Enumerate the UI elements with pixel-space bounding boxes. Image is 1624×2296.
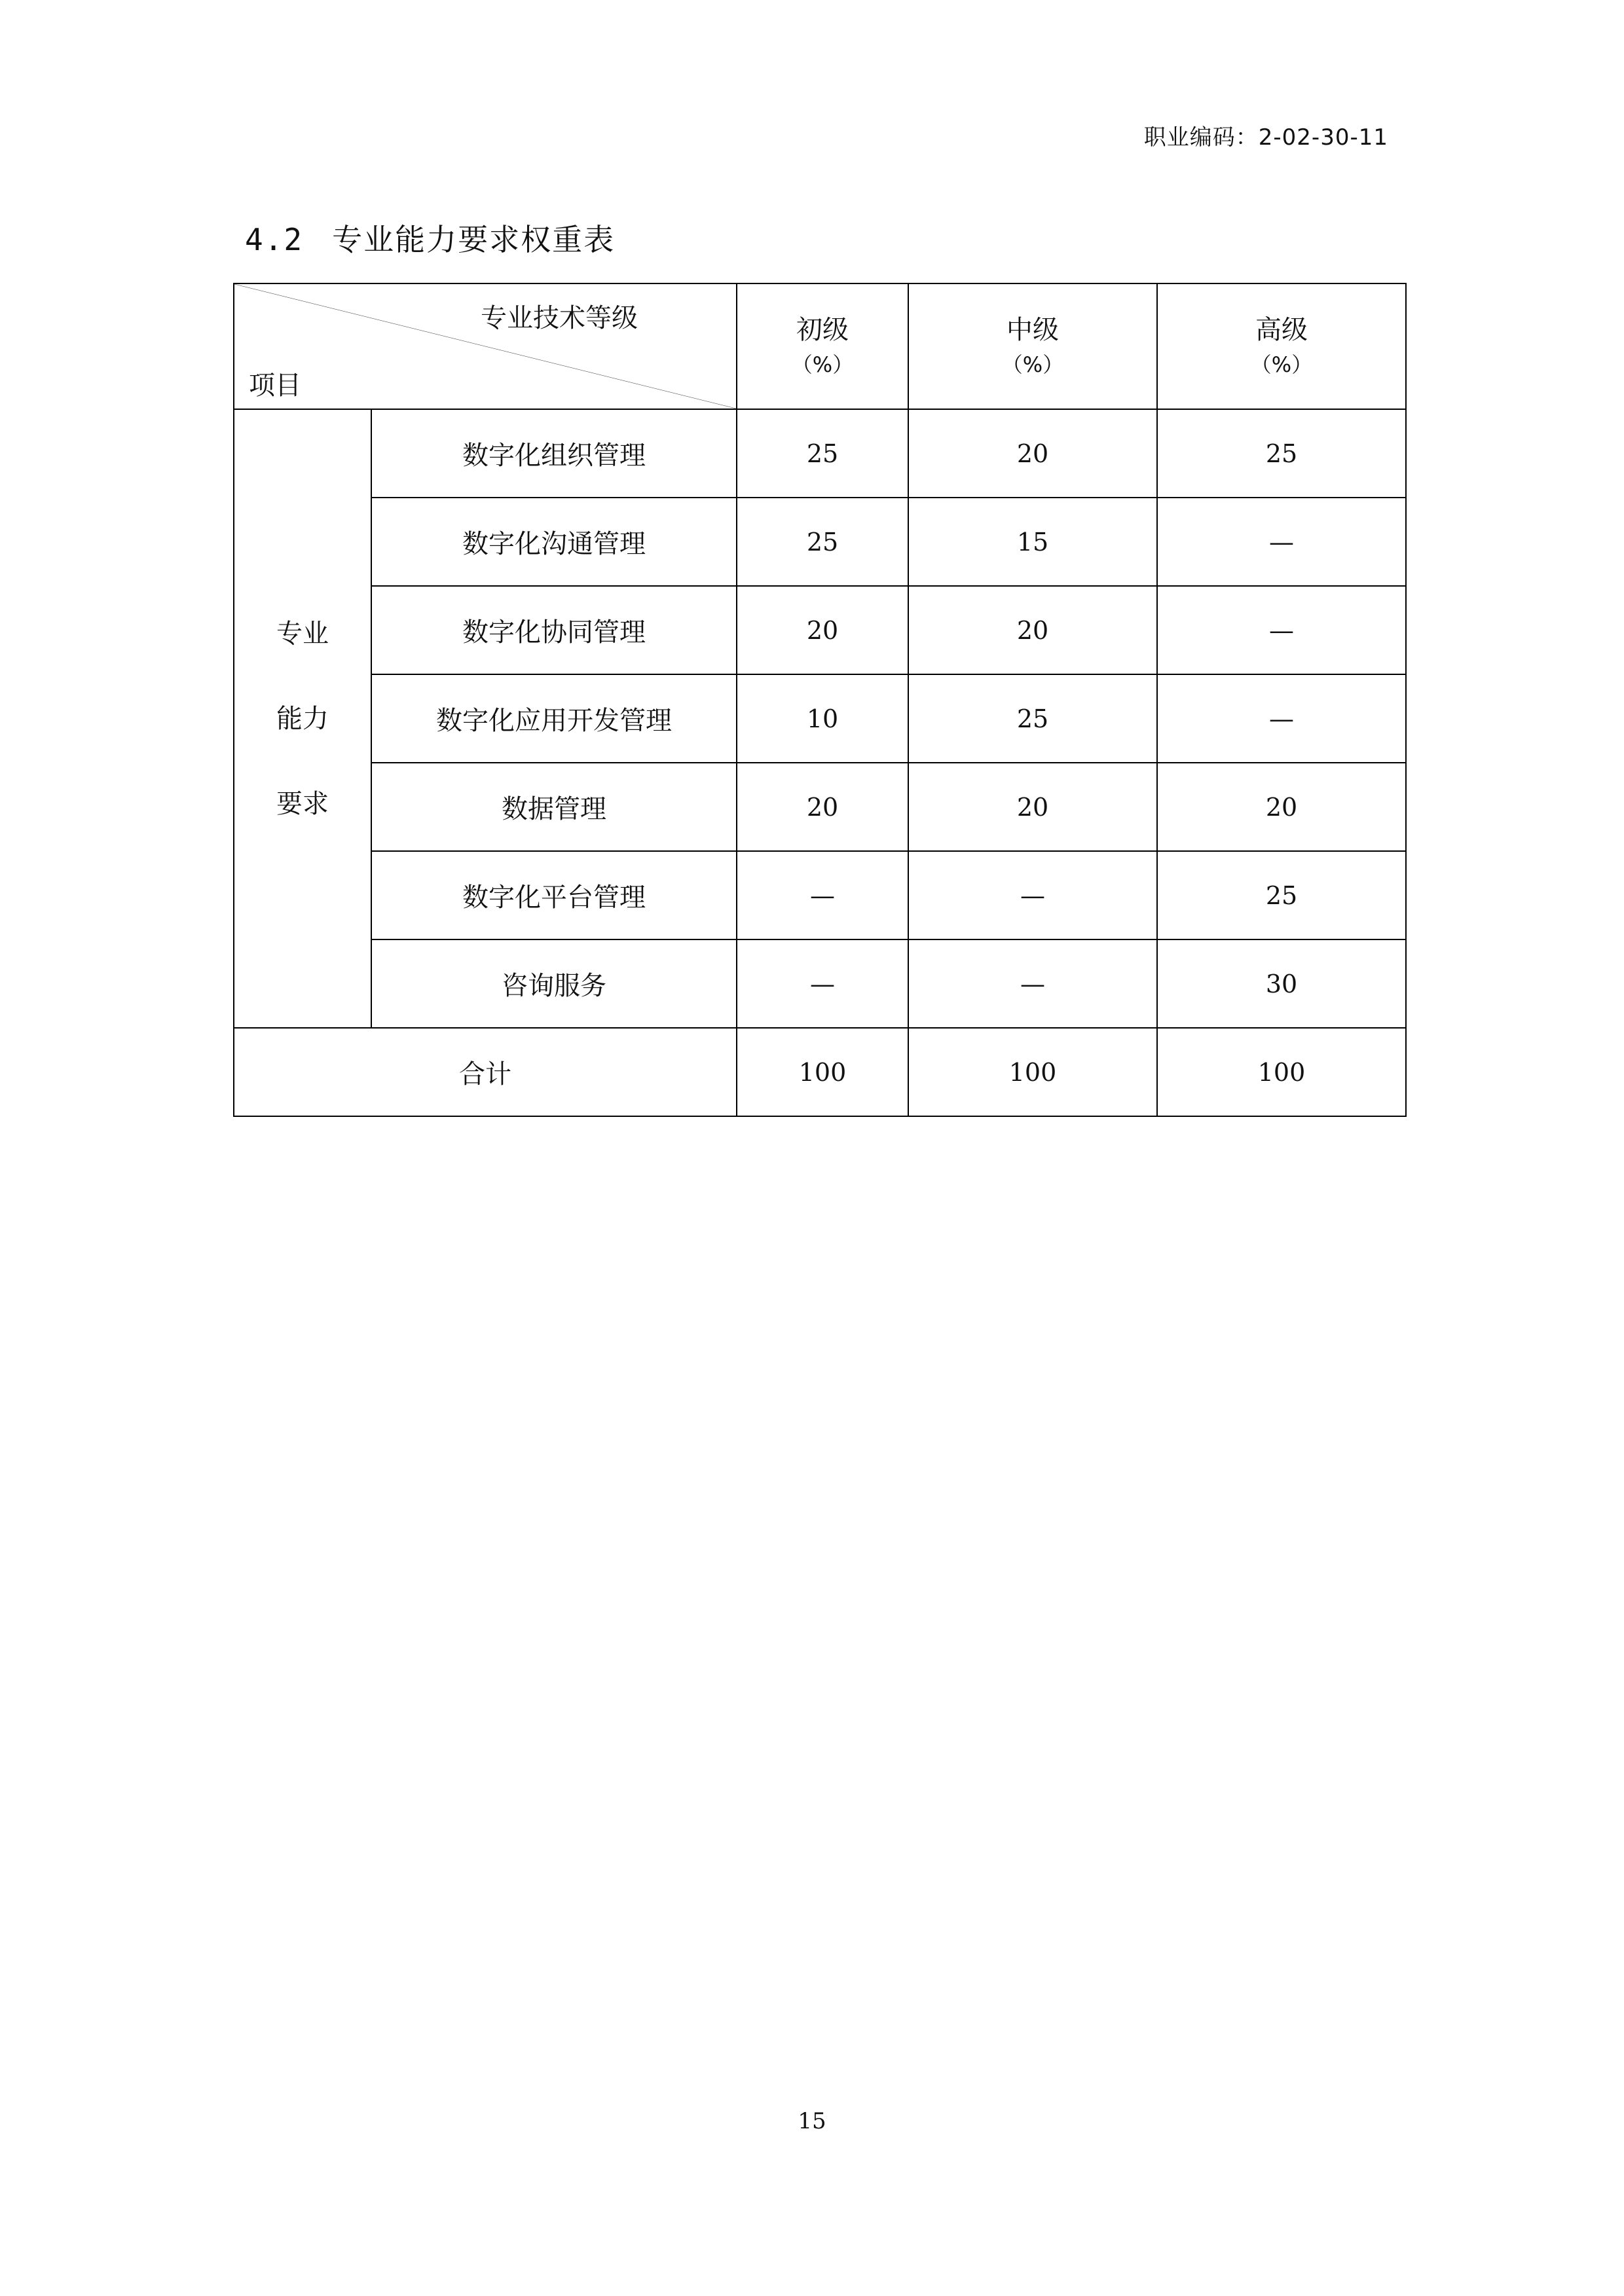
occupation-code: 职业编码：2-02-30-11 xyxy=(1143,124,1388,151)
value-senior: — xyxy=(1157,498,1406,586)
level-header-junior xyxy=(737,283,908,409)
level-unit: （%） xyxy=(1001,352,1064,377)
page-number: 15 xyxy=(798,2108,826,2134)
item-name: 数字化平台管理 xyxy=(371,851,737,939)
table-row xyxy=(234,763,1406,851)
group-label-line: 专业 xyxy=(276,618,329,649)
value-senior: 20 xyxy=(1157,763,1406,851)
value-senior: — xyxy=(1157,586,1406,674)
level-header-intermediate xyxy=(908,283,1157,409)
table-row xyxy=(234,409,1406,498)
section-number: 4.2 xyxy=(245,222,304,257)
value-senior: — xyxy=(1157,674,1406,763)
value-senior: 30 xyxy=(1157,939,1406,1028)
table-row xyxy=(234,498,1406,586)
item-axis-label: 项目 xyxy=(249,371,301,401)
table-row xyxy=(234,674,1406,763)
total-senior: 100 xyxy=(1157,1028,1406,1116)
level-header-senior xyxy=(1157,283,1406,409)
total-intermediate: 100 xyxy=(908,1028,1157,1116)
item-name: 数字化应用开发管理 xyxy=(371,674,737,763)
item-name: 数字化协同管理 xyxy=(371,586,737,674)
level-name: 中级 xyxy=(1006,315,1059,345)
value-junior: 20 xyxy=(737,586,908,674)
corner-header-cell xyxy=(234,283,737,409)
value-senior: 25 xyxy=(1157,851,1406,939)
level-name: 高级 xyxy=(1255,315,1308,345)
value-junior: 25 xyxy=(737,409,908,498)
table-row xyxy=(234,851,1406,939)
grade-axis-label: 专业技术等级 xyxy=(481,303,638,333)
section-title: 专业能力要求权重表 xyxy=(332,222,616,257)
level-name: 初级 xyxy=(796,315,849,345)
group-label-line: 要求 xyxy=(276,788,329,819)
value-intermediate: 20 xyxy=(908,409,1157,498)
weight-table xyxy=(233,283,1407,1117)
value-intermediate: — xyxy=(908,939,1157,1028)
value-intermediate: 20 xyxy=(908,586,1157,674)
item-name: 数据管理 xyxy=(371,763,737,851)
level-unit: （%） xyxy=(791,352,854,377)
total-label: 合计 xyxy=(234,1028,737,1116)
value-junior: 25 xyxy=(737,498,908,586)
item-name: 咨询服务 xyxy=(371,939,737,1028)
value-intermediate: 15 xyxy=(908,498,1157,586)
value-senior: 25 xyxy=(1157,409,1406,498)
total-row xyxy=(234,1028,1406,1116)
item-name: 数字化沟通管理 xyxy=(371,498,737,586)
value-intermediate: 25 xyxy=(908,674,1157,763)
group-label-cell xyxy=(234,409,371,1028)
value-junior: 20 xyxy=(737,763,908,851)
table-row xyxy=(234,586,1406,674)
total-junior: 100 xyxy=(737,1028,908,1116)
value-junior: — xyxy=(737,939,908,1028)
value-junior: — xyxy=(737,851,908,939)
level-unit: （%） xyxy=(1250,352,1313,377)
table-row xyxy=(234,939,1406,1028)
table-header-row xyxy=(234,283,1406,409)
item-name: 数字化组织管理 xyxy=(371,409,737,498)
group-label-line: 能力 xyxy=(276,703,329,734)
section-heading xyxy=(245,216,615,259)
value-intermediate: — xyxy=(908,851,1157,939)
value-intermediate: 20 xyxy=(908,763,1157,851)
value-junior: 10 xyxy=(737,674,908,763)
